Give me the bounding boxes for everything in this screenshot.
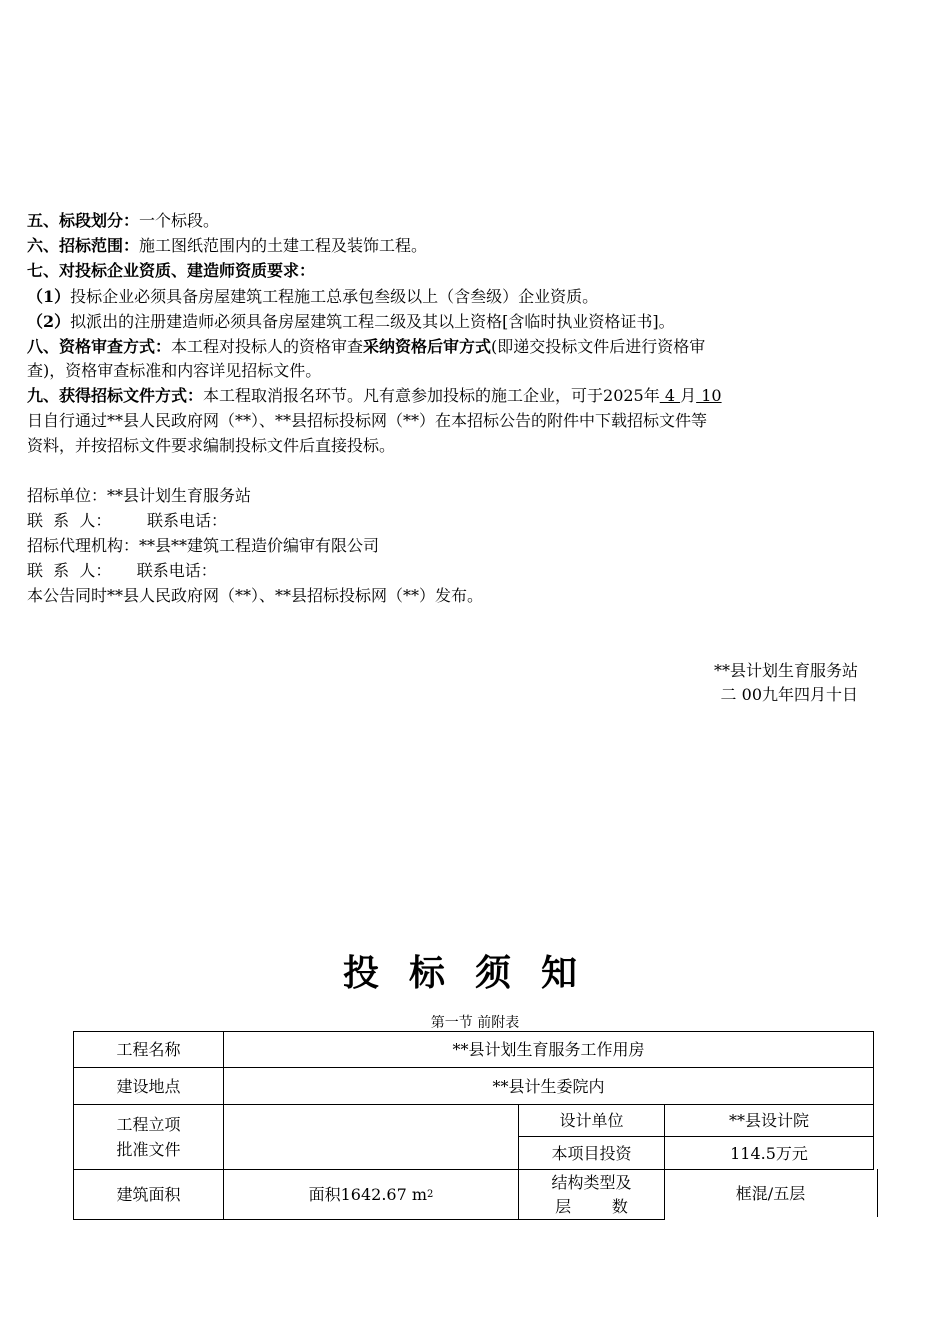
cell-invest-value: 114.5万元 xyxy=(664,1136,874,1170)
section-9 xyxy=(27,383,722,408)
approval-label-line-2: 批准文件 xyxy=(116,1140,181,1159)
agent: 招标代理机构：**县**建筑工程造价编审有限公司 xyxy=(27,536,380,555)
cell-project-name-label: 工程名称 xyxy=(73,1031,224,1068)
cell-area-label: 建筑面积 xyxy=(73,1169,224,1220)
item-1-number: （1） xyxy=(27,287,71,306)
signature-date: 二 00九年四月十日 xyxy=(720,685,858,704)
structure-label-line-2: 层 数 xyxy=(555,1196,628,1216)
section-9-line-3: 资料，并按招标文件要求编制投标文件后直接投标。 xyxy=(27,436,396,455)
section-9-month-unit: 月 xyxy=(680,386,697,405)
cell-area-value xyxy=(223,1169,519,1220)
cell-location-value: **县计生委院内 xyxy=(223,1067,874,1105)
signature-org: **县计划生育服务站 xyxy=(713,661,858,680)
section-9-month: 4 xyxy=(659,386,681,405)
section-7-item-1 xyxy=(27,284,598,309)
cell-structure-value: 框混/五层 xyxy=(664,1169,878,1217)
section-9-line-2: 日自行通过**县人民政府网（**）、**县招标投标网（**）在本招标公告的附件中下载招标文件等 xyxy=(27,411,708,430)
section-6-text: 施工图纸范围内的土建工程及装饰工程。 xyxy=(139,236,428,255)
area-superscript: 2 xyxy=(427,1189,434,1200)
section-5 xyxy=(27,208,219,233)
item-2-text: 拟派出的注册建造师必须具备房屋建筑工程二级及其以上资格[含临时执业资格证书]。 xyxy=(70,312,675,331)
section-6 xyxy=(27,233,427,258)
section-9-heading: 九、获得招标文件方式： xyxy=(27,386,204,405)
cell-design-label: 设计单位 xyxy=(518,1104,665,1137)
section-7-item-2 xyxy=(27,309,675,334)
section-subtitle: 第一节 前附表 xyxy=(430,1015,520,1031)
section-5-heading: 五、标段划分： xyxy=(27,211,140,230)
section-8-heading: 八、资格审查方式： xyxy=(27,337,172,356)
publish-note: 本公告同时**县人民政府网（**）、**县招标投标网（**）发布。 xyxy=(27,586,484,605)
page-title: 投标须知 xyxy=(342,952,607,994)
cell-project-name-value: **县计划生育服务工作用房 xyxy=(223,1031,874,1068)
cell-invest-label: 本项目投资 xyxy=(518,1136,665,1170)
section-9-text-a: 本工程取消报名环节。凡有意参加投标的施工企业，可于2025年 xyxy=(203,386,660,405)
item-2-number: （2） xyxy=(27,312,71,331)
section-8-text-b: (即递交投标文件后进行资格审 xyxy=(491,337,706,356)
area-text: 面积1642.67 m xyxy=(308,1185,428,1204)
cell-design-value: **县设计院 xyxy=(664,1104,874,1137)
cell-approval-label xyxy=(73,1104,224,1170)
section-5-text: 一个标段。 xyxy=(139,211,220,230)
cell-location-label: 建设地点 xyxy=(73,1067,224,1105)
section-6-heading: 六、招标范围： xyxy=(27,236,140,255)
section-8 xyxy=(27,334,705,359)
section-8-text-a: 本工程对投标人的资格审查 xyxy=(171,337,364,356)
structure-label-line-1: 结构类型及 xyxy=(551,1172,632,1192)
cell-structure-label xyxy=(518,1169,665,1220)
approval-label-line-1: 工程立项 xyxy=(116,1115,181,1134)
cell-approval-value xyxy=(223,1104,519,1170)
section-7-heading: 七、对投标企业资质、建造师资质要求： xyxy=(27,261,316,280)
agent-contact: 联 系 人： 联系电话： xyxy=(27,561,217,580)
section-8-text-bold: 采纳资格后审方式 xyxy=(363,337,492,356)
tenderer-contact: 联 系 人： 联系电话： xyxy=(27,511,227,530)
item-1-text: 投标企业必须具备房屋建筑工程施工总承包叁级以上（含叁级）企业资质。 xyxy=(70,287,599,306)
tenderer: 招标单位：**县计划生育服务站 xyxy=(27,486,252,505)
section-9-day: 10 xyxy=(696,386,722,405)
section-8-line-2: 查)，资格审查标准和内容详见招标文件。 xyxy=(27,361,322,380)
